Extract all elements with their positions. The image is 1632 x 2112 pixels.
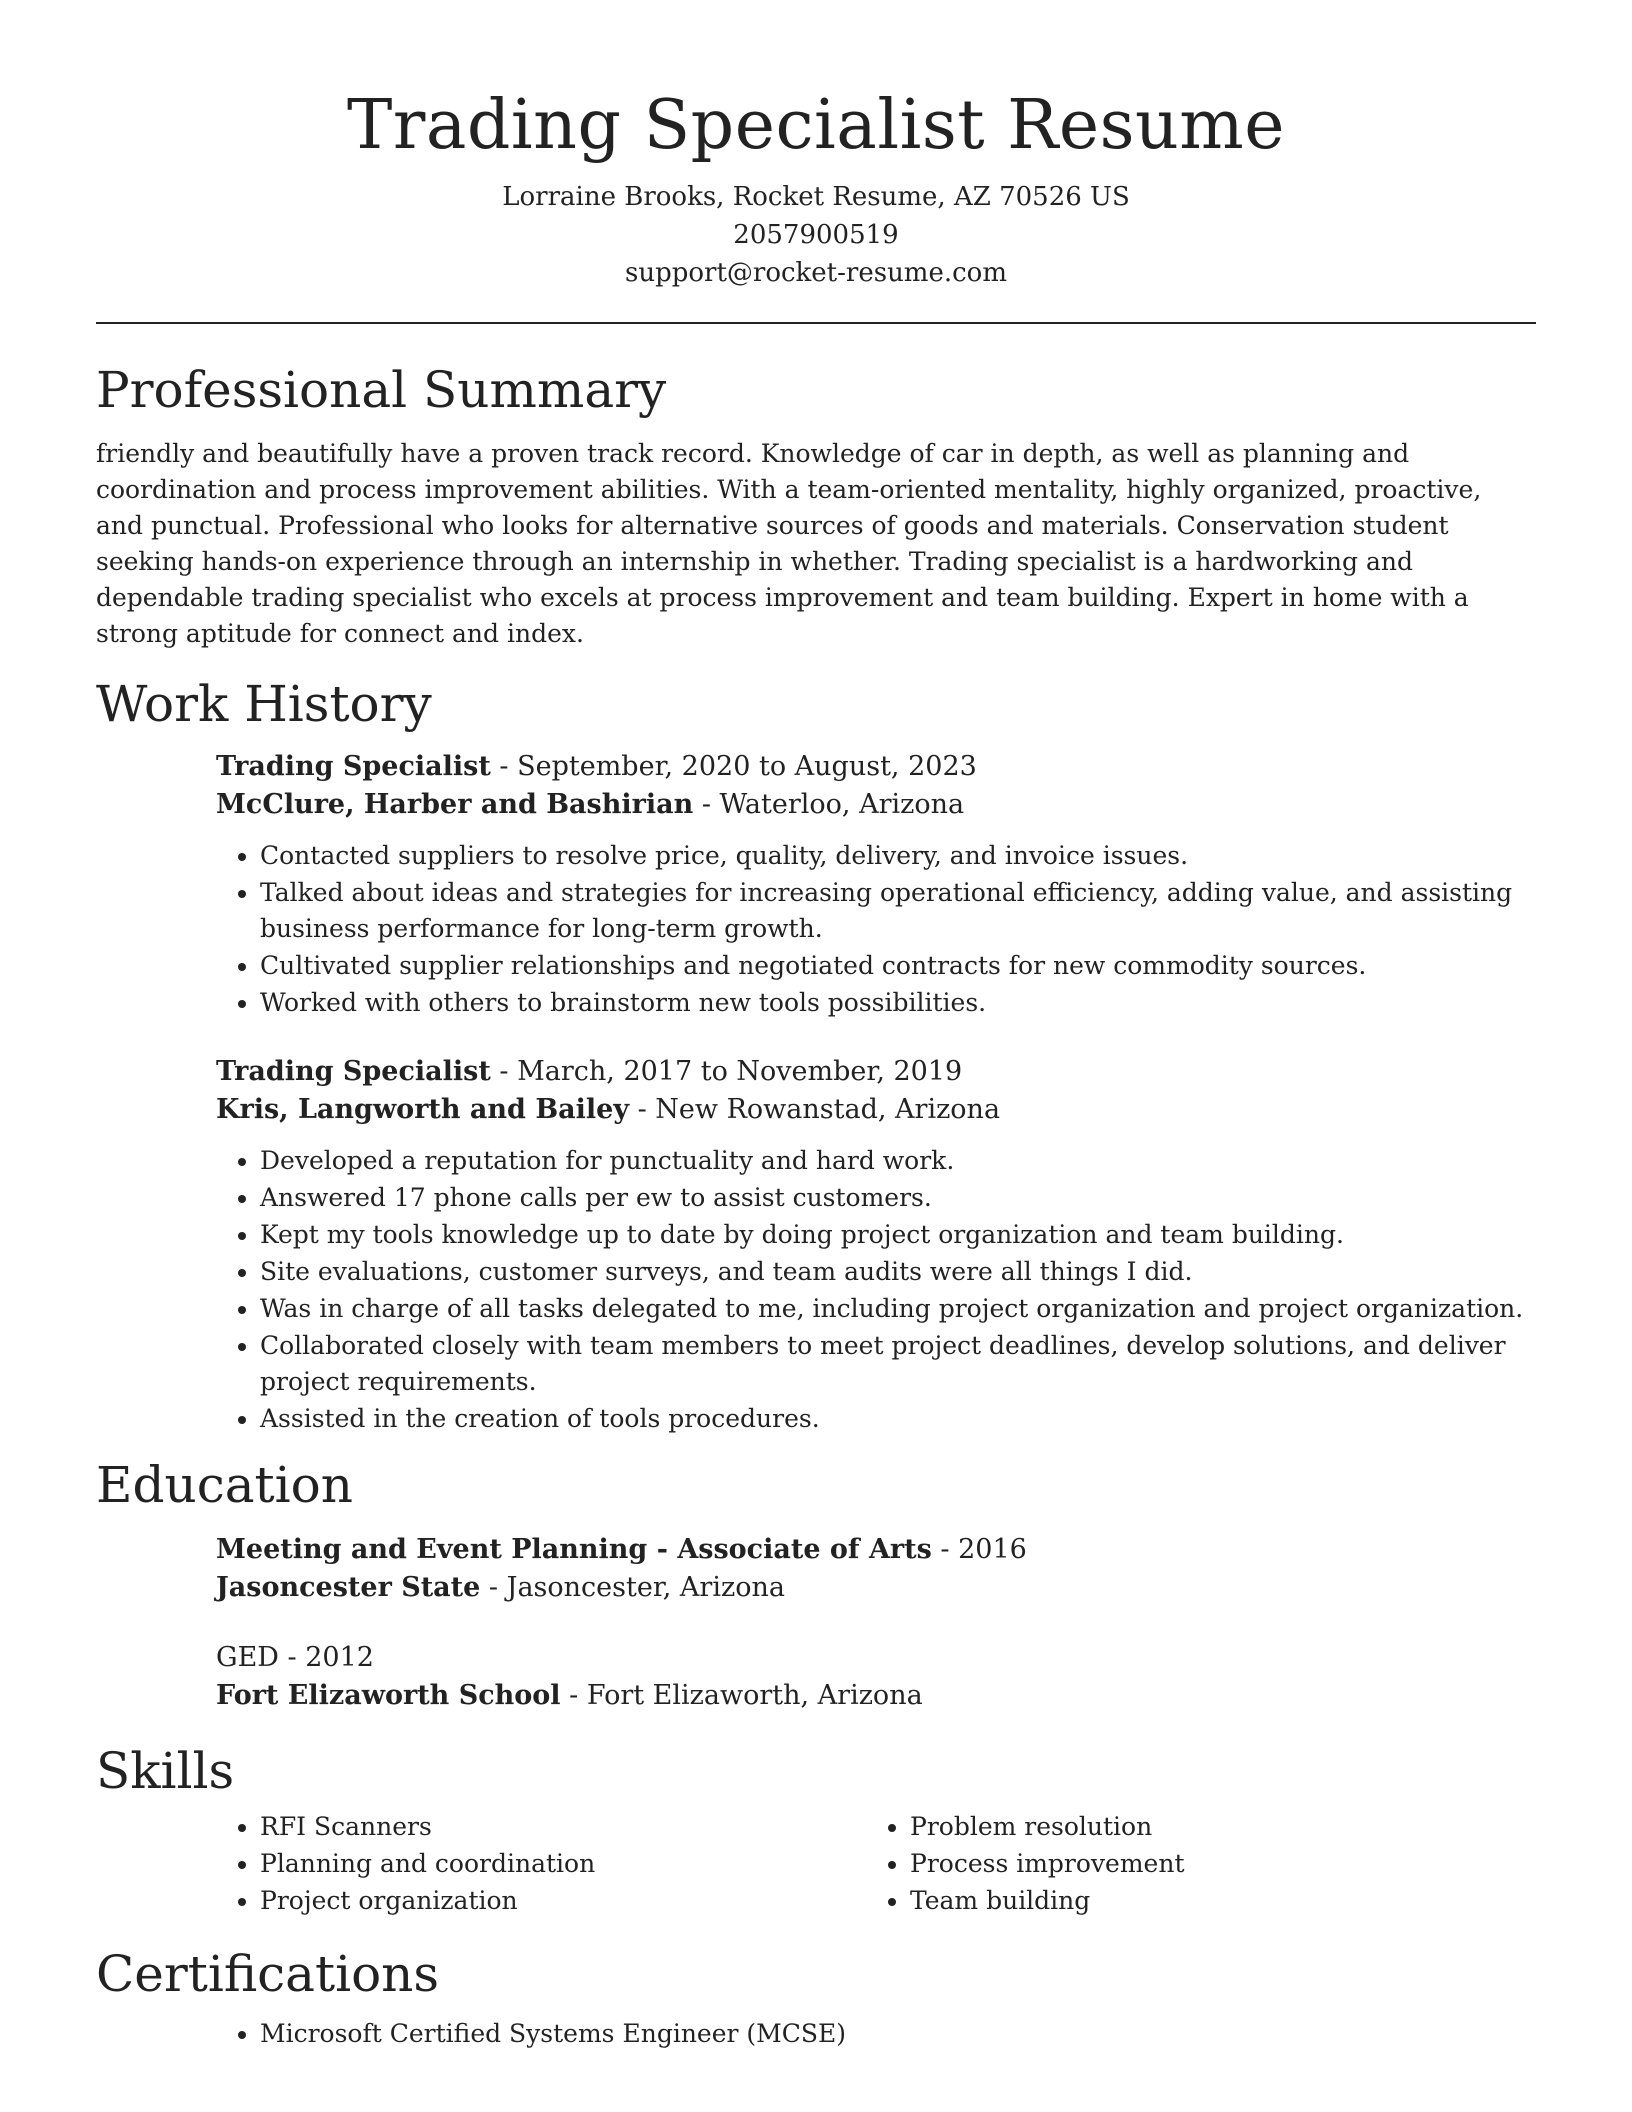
degree-name: GED bbox=[216, 1642, 279, 1673]
job-bullet: • Assisted in the creation of tools procedures. bbox=[260, 1401, 1536, 1437]
degree-year: - 2016 bbox=[931, 1534, 1027, 1565]
job-bullet: • Cultivated supplier relationships and negotiated contracts for new commodity sources. bbox=[260, 948, 1536, 984]
job-title: Trading Specialist bbox=[216, 751, 491, 782]
certifications-list bbox=[216, 2016, 1536, 2052]
skill-item: • Team building bbox=[910, 1883, 1516, 1919]
skills-section bbox=[96, 1739, 1536, 1920]
contact-phone: 2057900519 bbox=[733, 220, 899, 250]
skill-item: • RFI Scanners bbox=[260, 1809, 866, 1845]
job-bullet: • Was in charge of all tasks delegated to me, including project organization and project organization. bbox=[260, 1291, 1536, 1327]
skills-column-right bbox=[866, 1809, 1516, 1920]
contact-block bbox=[96, 178, 1536, 292]
job-company-line bbox=[216, 1091, 1536, 1129]
job-bullet: • Developed a reputation for punctuality and hard work. bbox=[260, 1143, 1536, 1179]
job-bullet: • Site evaluations, customer surveys, and team audits were all things I did. bbox=[260, 1254, 1536, 1290]
contact-email: support@rocket-resume.com bbox=[624, 258, 1007, 288]
school-line bbox=[216, 1677, 1536, 1715]
summary-section bbox=[96, 358, 1536, 652]
job-bullet: • Talked about ideas and strategies for increasing operational efficiency, adding value, and assisting business performance for long-term growth. bbox=[260, 875, 1536, 947]
education-entry bbox=[216, 1639, 1536, 1715]
skills-column-left bbox=[216, 1809, 866, 1920]
summary-text: friendly and beautifully have a proven track record. Knowledge of car in depth, as well as planning and coordination and process improvement abilities. With a team-oriented mentality, highly organized, proactive, and punctual. Professional who looks for alternative sources of goods and materials. Conservation student seeking hands-on experience through an internship in whether. Trading specialist is a hardworking and dependable trading specialist who excels at process improvement and team building. Expert in home with a strong aptitude for connect and index. bbox=[96, 439, 1482, 648]
school-name: Fort Elizaworth School bbox=[216, 1680, 561, 1711]
job-company: McClure, Harber and Bashirian bbox=[216, 789, 694, 820]
job-dates: - March, 2017 to November, 2019 bbox=[490, 1056, 963, 1087]
resume-header bbox=[96, 0, 1536, 292]
certifications-list-wrap bbox=[216, 2016, 1536, 2052]
job-title: Trading Specialist bbox=[216, 1056, 491, 1087]
job-bullet: • Worked with others to brainstorm new tools possibilities. bbox=[260, 985, 1536, 1021]
job-bullets bbox=[216, 838, 1536, 1021]
job-bullet: • Collaborated closely with team members to meet project deadlines, develop solutions, and deliver project requirements. bbox=[260, 1328, 1536, 1400]
certifications-section bbox=[96, 1942, 1536, 2052]
school-location: - Fort Elizaworth, Arizona bbox=[560, 1680, 923, 1711]
certification-item: • Microsoft Certified Systems Engineer (MCSE) bbox=[260, 2016, 1536, 2052]
resume-page bbox=[96, 0, 1536, 2053]
school-location: - Jasoncester, Arizona bbox=[480, 1572, 785, 1603]
job-entry bbox=[216, 748, 1536, 1021]
education-heading: Education bbox=[96, 1456, 353, 1514]
contact-address: Lorraine Brooks, Rocket Resume, AZ 70526 US bbox=[502, 182, 1130, 212]
skills-list bbox=[866, 1809, 1516, 1919]
skill-item: • Project organization bbox=[260, 1883, 866, 1919]
job-bullet: • Answered 17 phone calls per ew to assist customers. bbox=[260, 1180, 1536, 1216]
resume-title: Trading Specialist Resume bbox=[346, 86, 1286, 165]
job-entry bbox=[216, 1053, 1536, 1437]
certifications-heading: Certifications bbox=[96, 1945, 440, 2003]
school-name: Jasoncester State bbox=[216, 1572, 481, 1603]
job-bullets bbox=[216, 1143, 1536, 1437]
skill-item: • Process improvement bbox=[910, 1846, 1516, 1882]
summary-heading: Professional Summary bbox=[96, 361, 667, 419]
job-bullet: • Kept my tools knowledge up to date by doing project organization and team building. bbox=[260, 1217, 1536, 1253]
education-entry bbox=[216, 1531, 1536, 1607]
school-line bbox=[216, 1569, 1536, 1607]
skill-item: • Problem resolution bbox=[910, 1809, 1516, 1845]
job-location: - New Rowanstad, Arizona bbox=[629, 1094, 1001, 1125]
job-company: Kris, Langworth and Bailey bbox=[216, 1094, 630, 1125]
work-history-heading: Work History bbox=[96, 675, 432, 733]
job-location: - Waterloo, Arizona bbox=[693, 789, 965, 820]
skills-heading: Skills bbox=[96, 1742, 235, 1800]
header-divider bbox=[96, 322, 1536, 324]
job-title-line bbox=[216, 748, 1536, 786]
job-bullet: • Contacted suppliers to resolve price, quality, delivery, and invoice issues. bbox=[260, 838, 1536, 874]
skill-item: • Planning and coordination bbox=[260, 1846, 866, 1882]
degree-line bbox=[216, 1639, 1536, 1677]
degree-name: Meeting and Event Planning - Associate of Arts bbox=[216, 1534, 932, 1565]
degree-line bbox=[216, 1531, 1536, 1569]
job-company-line bbox=[216, 786, 1536, 824]
job-title-line bbox=[216, 1053, 1536, 1091]
work-history-section bbox=[96, 672, 1536, 1437]
skills-grid bbox=[216, 1809, 1536, 1920]
degree-year: - 2012 bbox=[278, 1642, 374, 1673]
job-dates: - September, 2020 to August, 2023 bbox=[490, 751, 977, 782]
skills-list bbox=[216, 1809, 866, 1919]
education-section bbox=[96, 1453, 1536, 1715]
